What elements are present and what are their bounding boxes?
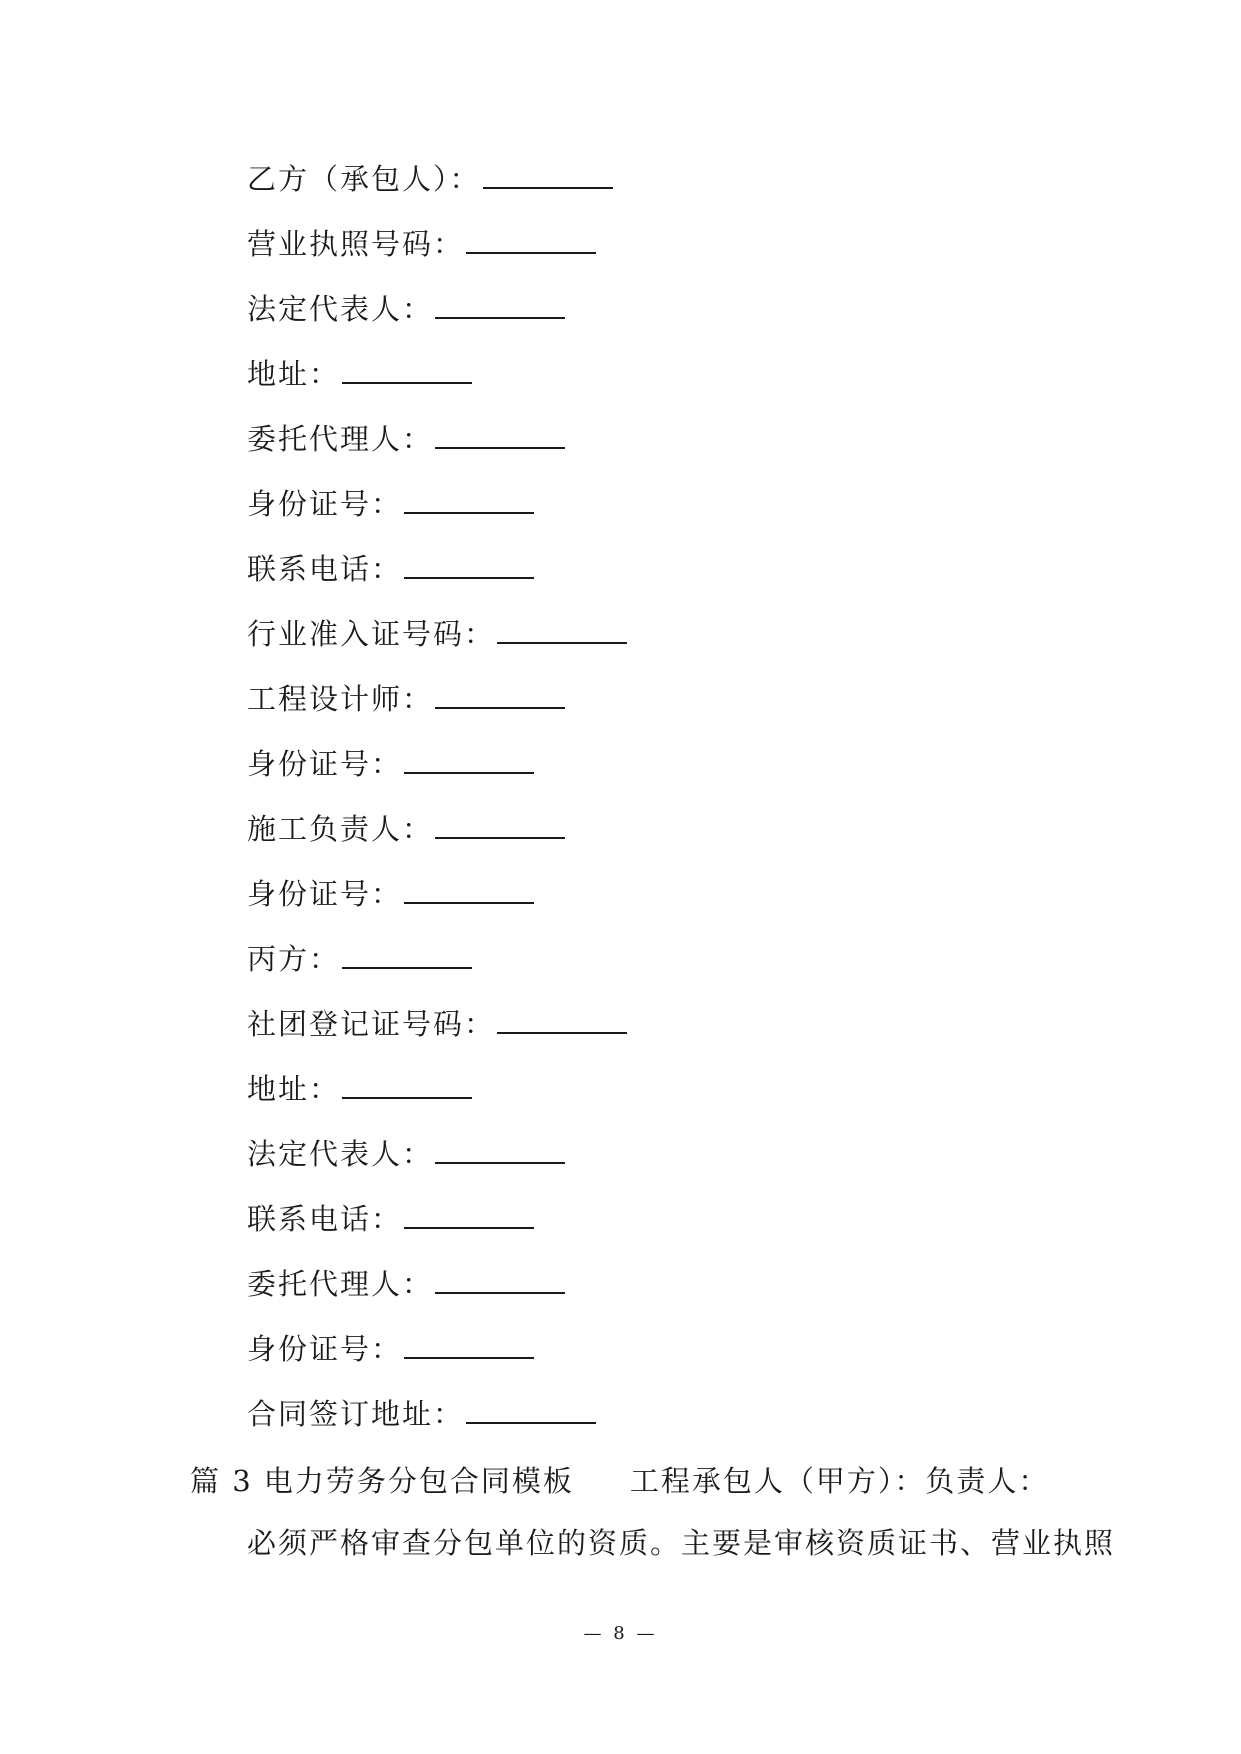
field-label: 施工负责人： [247, 812, 434, 846]
field-row-business-license [247, 225, 627, 290]
section-title: 篇 3 电力劳务分包合同模板 [190, 1464, 574, 1498]
field-label: 行业准入证号码： [247, 617, 496, 651]
field-label: 委托代理人： [247, 1267, 434, 1301]
field-row-org-registration [247, 1005, 627, 1070]
field-label: 法定代表人： [247, 292, 434, 326]
field-blank[interactable] [404, 1331, 534, 1359]
field-row-address [247, 1070, 627, 1135]
field-blank[interactable] [435, 811, 565, 839]
field-row-signing-address [247, 1395, 627, 1460]
field-label: 联系电话： [247, 552, 403, 586]
field-blank[interactable] [466, 1396, 596, 1424]
field-label: 联系电话： [247, 1202, 403, 1236]
field-row-legal-representative [247, 1135, 627, 1200]
field-row-construction-lead [247, 810, 627, 875]
field-label: 身份证号： [247, 747, 403, 781]
field-blank[interactable] [466, 226, 596, 254]
field-row-id-number [247, 745, 627, 810]
field-blank[interactable] [342, 1071, 472, 1099]
field-label: 丙方： [247, 942, 341, 976]
field-label: 工程设计师： [247, 682, 434, 716]
field-label: 营业执照号码： [247, 227, 465, 261]
field-row-agent [247, 1265, 627, 1330]
field-blank[interactable] [483, 161, 613, 189]
field-label: 委托代理人： [247, 422, 434, 456]
field-row-address [247, 355, 627, 420]
field-blank[interactable] [404, 746, 534, 774]
field-label: 地址： [247, 357, 341, 391]
field-label: 身份证号： [247, 1332, 403, 1366]
field-blank[interactable] [497, 1006, 627, 1034]
field-blank[interactable] [497, 616, 627, 644]
field-row-phone [247, 1200, 627, 1265]
section-heading [190, 1462, 1049, 1500]
field-blank[interactable] [435, 681, 565, 709]
field-blank[interactable] [404, 551, 534, 579]
field-label: 合同签订地址： [247, 1397, 465, 1431]
field-label: 法定代表人： [247, 1137, 434, 1171]
field-row-party-c [247, 940, 627, 1005]
party-info-field-list [247, 160, 627, 1460]
field-row-legal-representative [247, 290, 627, 355]
field-blank[interactable] [404, 1201, 534, 1229]
field-row-id-number [247, 1330, 627, 1395]
field-blank[interactable] [435, 1136, 565, 1164]
field-row-id-number [247, 485, 627, 550]
field-blank[interactable] [435, 1266, 565, 1294]
field-label: 地址： [247, 1072, 341, 1106]
field-blank[interactable] [435, 291, 565, 319]
field-row-phone [247, 550, 627, 615]
field-row-engineer [247, 680, 627, 745]
page-number: — 8 — [583, 1623, 658, 1644]
field-blank[interactable] [435, 421, 565, 449]
field-row-id-number [247, 875, 627, 940]
field-row-agent [247, 420, 627, 485]
field-blank[interactable] [342, 356, 472, 384]
field-blank[interactable] [404, 486, 534, 514]
section-subtitle: 工程承包人（甲方）：负责人： [629, 1464, 1050, 1498]
field-row-industry-permit [247, 615, 627, 680]
field-blank[interactable] [342, 941, 472, 969]
body-paragraph: 必须严格审查分包单位的资质。主要是审核资质证书、营业执照 [247, 1526, 1116, 1560]
field-blank[interactable] [404, 876, 534, 904]
field-label: 身份证号： [247, 877, 403, 911]
field-label: 社团登记证号码： [247, 1007, 496, 1041]
field-label: 身份证号： [247, 487, 403, 521]
field-label: 乙方（承包人）： [247, 162, 481, 196]
field-row-party-b [247, 160, 627, 225]
